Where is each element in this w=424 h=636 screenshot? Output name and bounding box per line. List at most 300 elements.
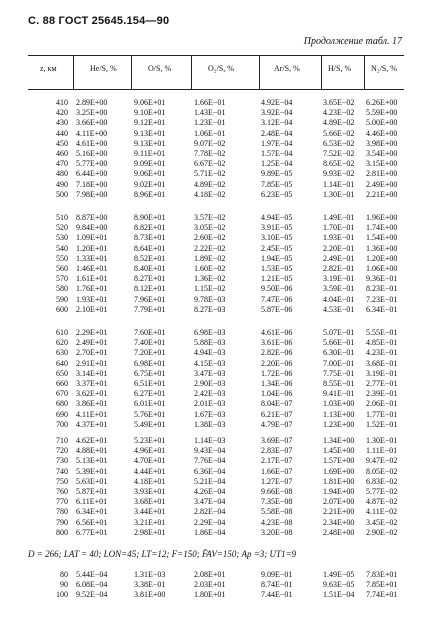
h-cell: 7.00E−01: [323, 358, 355, 368]
ar-cell: 1.27E−07: [261, 476, 293, 486]
ar-cell: 4.23E−08: [261, 517, 293, 527]
n2-cell: 2.90E−02: [366, 527, 398, 537]
h-cell: 7.52E−02: [323, 148, 355, 158]
table-row: [28, 244, 404, 254]
ar-cell: 9.50E−06: [261, 284, 293, 294]
ar-cell: 4.94E−05: [261, 213, 293, 222]
he-cell: 1.09E+01: [76, 233, 108, 243]
ar-cell: 2.82E−06: [261, 348, 293, 358]
o-cell: 3.44E+01: [134, 507, 166, 517]
h-cell: 1.30E−01: [323, 189, 355, 199]
o2-cell: 9.43E−04: [194, 446, 226, 456]
n2-cell: 1.77E−01: [366, 409, 398, 419]
o-cell: 4.96E+01: [134, 446, 166, 456]
o2-cell: 2.60E−02: [194, 233, 226, 243]
he-cell: 3.37E+01: [76, 378, 108, 388]
o2-cell: 9.07E−02: [194, 138, 226, 148]
o-cell: 6.27E+01: [134, 389, 166, 399]
n2-cell: 4.46E+00: [366, 128, 398, 138]
o2-cell: 1.60E−02: [194, 263, 226, 273]
table-row: [28, 180, 404, 190]
altitude-cell: 540: [56, 243, 68, 253]
header-divider: [73, 56, 74, 89]
o-cell: 9.09E+01: [134, 159, 166, 169]
o-cell: 8.64E+01: [134, 243, 166, 253]
h-cell: 1.49E−01: [323, 213, 355, 222]
o-cell: 9.11E+01: [134, 148, 166, 158]
o2-cell: 5.21E−04: [194, 476, 226, 486]
o2-cell: 1.67E−03: [194, 409, 226, 419]
h-cell: 1.49E−05: [323, 570, 355, 579]
ar-cell: 9.89E−05: [261, 169, 293, 179]
altitude-cell: 770: [56, 497, 68, 507]
altitude-cell: 680: [56, 399, 68, 409]
column-header-h: H/S, %: [328, 64, 352, 73]
table-row: [28, 518, 404, 528]
o2-cell: 1.38E−03: [194, 419, 226, 429]
he-cell: 5.87E+01: [76, 486, 108, 496]
table-row: [28, 570, 404, 580]
altitude-cell: 510: [56, 213, 68, 222]
h-cell: 1.94E+00: [323, 486, 355, 496]
he-cell: 2.91E+01: [76, 358, 108, 368]
table-row: [28, 264, 404, 274]
n2-cell: 5.00E+00: [366, 118, 398, 128]
ar-cell: 2.20E−06: [261, 358, 293, 368]
h-cell: 4.04E−01: [323, 294, 355, 304]
header-divider: [131, 56, 132, 89]
h-cell: 1.70E−01: [323, 223, 355, 233]
n2-cell: 1.52E−01: [366, 419, 398, 429]
column-header-o2: O₂/S, %: [208, 64, 234, 73]
altitude-cell: 600: [56, 304, 68, 314]
table-row: [28, 139, 404, 149]
o-cell: 4.18E+01: [134, 476, 166, 486]
h-cell: 1.93E−01: [323, 233, 355, 243]
o2-cell: 2.01E−03: [194, 399, 226, 409]
altitude-cell: 560: [56, 263, 68, 273]
he-cell: 7.18E+00: [76, 179, 108, 189]
ar-cell: 2.17E−07: [261, 456, 293, 466]
ar-cell: 9.66E−08: [261, 486, 293, 496]
h-cell: 2.34E+00: [323, 517, 355, 527]
table-row: [28, 159, 404, 169]
table-row: [28, 190, 404, 200]
altitude-cell: 450: [56, 138, 68, 148]
table-row: [28, 497, 404, 507]
o-cell: 8.96E+01: [134, 189, 166, 199]
o2-cell: 5.71E−02: [194, 169, 226, 179]
o-cell: 8.90E+01: [134, 213, 166, 222]
altitude-cell: 550: [56, 253, 68, 263]
altitude-cell: 700: [56, 419, 68, 429]
n2-cell: 4.85E−01: [366, 338, 398, 348]
altitude-cell: 720: [56, 446, 68, 456]
o-cell: 4.44E+01: [134, 466, 166, 476]
he-cell: 5.77E+00: [76, 159, 108, 169]
ar-cell: 3.20E−08: [261, 527, 293, 537]
table-row: [28, 348, 404, 358]
table-top-rule: [28, 55, 404, 56]
o-cell: 9.12E+01: [134, 118, 166, 128]
o-cell: 3.68E+01: [134, 497, 166, 507]
n2-cell: 6.34E−01: [366, 304, 398, 314]
n2-cell: 2.49E+00: [366, 179, 398, 189]
table-row: [28, 446, 404, 456]
table-group-bottom: [28, 570, 404, 601]
h-cell: 1.81E+00: [323, 476, 355, 486]
h-cell: 3.19E−01: [323, 274, 355, 284]
altitude-cell: 80: [60, 570, 68, 579]
o-cell: 8.27E+01: [134, 274, 166, 284]
o-cell: 9.06E+01: [134, 169, 166, 179]
he-cell: 4.11E+00: [76, 128, 108, 138]
ar-cell: 2.48E−04: [261, 128, 293, 138]
h-cell: 4.89E−02: [323, 118, 355, 128]
he-cell: 8.87E+00: [76, 213, 108, 222]
o-cell: 3.81E+00: [134, 590, 166, 600]
ar-cell: 1.25E−04: [261, 159, 293, 169]
ar-cell: 1.53E−05: [261, 263, 293, 273]
o2-cell: 5.88E−03: [194, 338, 226, 348]
h-cell: 1.45E+00: [323, 446, 355, 456]
he-cell: 6.56E+01: [76, 517, 108, 527]
he-cell: 3.14E+01: [76, 368, 108, 378]
o-cell: 8.52E+01: [134, 253, 166, 263]
table-header-rule: [28, 89, 404, 90]
table-row: [28, 118, 404, 128]
o-cell: 6.51E+01: [134, 378, 166, 388]
o2-cell: 3.57E−02: [194, 213, 226, 222]
altitude-cell: 570: [56, 274, 68, 284]
ar-cell: 1.34E−06: [261, 378, 293, 388]
o2-cell: 2.03E+01: [194, 580, 226, 590]
he-cell: 1.93E+01: [76, 294, 108, 304]
h-cell: 2.49E−01: [323, 253, 355, 263]
h-cell: 2.21E+00: [323, 507, 355, 517]
header-divider: [364, 56, 365, 89]
o-cell: 7.40E+01: [134, 338, 166, 348]
h-cell: 9.41E−01: [323, 389, 355, 399]
he-cell: 9.52E−04: [76, 590, 108, 600]
table-row: [28, 420, 404, 430]
h-cell: 9.93E−02: [323, 169, 355, 179]
table-group: [28, 98, 404, 200]
altitude-cell: 580: [56, 284, 68, 294]
he-cell: 3.86E+01: [76, 399, 108, 409]
table-row: [28, 379, 404, 389]
he-cell: 4.37E+01: [76, 419, 108, 429]
h-cell: 8.55E−01: [323, 378, 355, 388]
h-cell: 2.20E−01: [323, 243, 355, 253]
altitude-cell: 670: [56, 389, 68, 399]
o2-cell: 8.27E−03: [194, 304, 226, 314]
o-cell: 7.96E+01: [134, 294, 166, 304]
h-cell: 7.75E−01: [323, 368, 355, 378]
ar-cell: 3.69E−07: [261, 436, 293, 445]
table-group: [28, 328, 404, 430]
column-header-he: He/S, %: [90, 64, 117, 73]
h-cell: 6.53E−02: [323, 138, 355, 148]
o-cell: 9.13E+01: [134, 138, 166, 148]
h-cell: 1.03E+00: [323, 399, 355, 409]
altitude-cell: 420: [56, 108, 68, 118]
n2-cell: 1.11E−01: [366, 446, 398, 456]
n2-cell: 1.96E+00: [366, 213, 398, 222]
table-group: [28, 436, 404, 538]
n2-cell: 2.77E−01: [366, 378, 398, 388]
ar-cell: 2.45E−05: [261, 243, 293, 253]
ar-cell: 1.21E−05: [261, 274, 293, 284]
n2-cell: 1.20E+00: [366, 253, 398, 263]
he-cell: 5.39E+01: [76, 466, 108, 476]
o2-cell: 4.94E−03: [194, 348, 226, 358]
he-cell: 2.89E+00: [76, 98, 108, 107]
ar-cell: 6.23E−05: [261, 189, 293, 199]
h-cell: 1.13E+00: [323, 409, 355, 419]
ar-cell: 3.10E−05: [261, 233, 293, 243]
he-cell: 3.62E+01: [76, 389, 108, 399]
altitude-cell: 640: [56, 358, 68, 368]
he-cell: 5.63E+01: [76, 476, 108, 486]
he-cell: 4.11E+01: [76, 409, 108, 419]
o2-cell: 7.78E−02: [194, 148, 226, 158]
he-cell: 1.76E+01: [76, 284, 108, 294]
ar-cell: 7.35E−08: [261, 497, 293, 507]
altitude-cell: 100: [56, 590, 68, 600]
ar-cell: 8.74E−01: [261, 580, 293, 590]
altitude-cell: 660: [56, 378, 68, 388]
n2-cell: 4.11E−02: [366, 507, 398, 517]
table-row: [28, 528, 404, 538]
he-cell: 6.08E−04: [76, 580, 108, 590]
ar-cell: 4.61E−06: [261, 328, 293, 337]
n2-cell: 5.55E−01: [366, 328, 398, 337]
o2-cell: 1.14E−03: [194, 436, 226, 445]
o-cell: 8.40E+01: [134, 263, 166, 273]
altitude-cell: 520: [56, 223, 68, 233]
table-row: [28, 590, 404, 600]
n2-cell: 2.21E+00: [366, 189, 398, 199]
o-cell: 8.12E+01: [134, 284, 166, 294]
ar-cell: 1.72E−06: [261, 368, 293, 378]
h-cell: 9.63E−05: [323, 580, 355, 590]
table-row: [28, 274, 404, 284]
table-row: [28, 410, 404, 420]
n2-cell: 1.36E+00: [366, 243, 398, 253]
altitude-cell: 590: [56, 294, 68, 304]
n2-cell: 3.54E+00: [366, 148, 398, 158]
o2-cell: 1.89E−02: [194, 253, 226, 263]
he-cell: 1.20E+01: [76, 243, 108, 253]
o2-cell: 1.15E−02: [194, 284, 226, 294]
altitude-cell: 490: [56, 179, 68, 189]
o2-cell: 2.29E−04: [194, 517, 226, 527]
o-cell: 7.20E+01: [134, 348, 166, 358]
n2-cell: 9.36E−01: [366, 274, 398, 284]
altitude-cell: 440: [56, 128, 68, 138]
n2-cell: 3.45E−02: [366, 517, 398, 527]
he-cell: 3.25E+00: [76, 108, 108, 118]
h-cell: 4.53E−01: [323, 304, 355, 314]
n2-cell: 2.81E+00: [366, 169, 398, 179]
n2-cell: 1.74E+00: [366, 223, 398, 233]
n2-cell: 1.54E+00: [366, 233, 398, 243]
ar-cell: 2.83E−07: [261, 446, 293, 456]
page-header: С. 88 ГОСТ 25645.154—90: [28, 15, 170, 27]
n2-cell: 3.98E+00: [366, 138, 398, 148]
o2-cell: 4.26E−04: [194, 486, 226, 496]
ar-cell: 5.58E−08: [261, 507, 293, 517]
altitude-cell: 760: [56, 486, 68, 496]
ar-cell: 7.85E−05: [261, 179, 293, 189]
o2-cell: 2.22E−02: [194, 243, 226, 253]
header-divider: [259, 56, 260, 89]
table-row: [28, 223, 404, 233]
o2-cell: 6.67E−02: [194, 159, 226, 169]
n2-cell: 7.83E+01: [366, 570, 398, 579]
altitude-cell: 710: [56, 436, 68, 445]
table-row: [28, 338, 404, 348]
n2-cell: 1.30E−01: [366, 436, 398, 445]
o-cell: 5.23E+01: [134, 436, 166, 445]
altitude-cell: 790: [56, 517, 68, 527]
altitude-cell: 650: [56, 368, 68, 378]
n2-cell: 5.59E+00: [366, 108, 398, 118]
o2-cell: 4.18E−02: [194, 189, 226, 199]
n2-cell: 1.06E+00: [366, 263, 398, 273]
o2-cell: 2.08E+01: [194, 570, 226, 579]
altitude-cell: 620: [56, 338, 68, 348]
o2-cell: 4.89E−02: [194, 179, 226, 189]
n2-cell: 2.39E−01: [366, 389, 398, 399]
table-row: [28, 328, 404, 338]
table-row: [28, 108, 404, 118]
altitude-cell: 730: [56, 456, 68, 466]
o-cell: 9.06E+01: [134, 98, 166, 107]
ar-cell: 3.91E−05: [261, 223, 293, 233]
altitude-cell: 410: [56, 98, 68, 107]
ar-cell: 7.47E−06: [261, 294, 293, 304]
o2-cell: 6.98E−03: [194, 328, 226, 337]
o2-cell: 3.05E−02: [194, 223, 226, 233]
ar-cell: 9.09E−01: [261, 570, 293, 579]
he-cell: 6.44E+00: [76, 169, 108, 179]
o2-cell: 2.42E−03: [194, 389, 226, 399]
table-row: [28, 129, 404, 139]
altitude-cell: 530: [56, 233, 68, 243]
altitude-cell: 500: [56, 189, 68, 199]
he-cell: 6.34E+01: [76, 507, 108, 517]
n2-cell: 5.77E−02: [366, 486, 398, 496]
ar-cell: 8.04E−07: [261, 399, 293, 409]
h-cell: 4.23E−02: [323, 108, 355, 118]
h-cell: 1.51E−04: [323, 590, 355, 600]
table-row: [28, 389, 404, 399]
table-row: [28, 467, 404, 477]
altitude-cell: 90: [60, 580, 68, 590]
he-cell: 1.33E+01: [76, 253, 108, 263]
altitude-cell: 610: [56, 328, 68, 337]
h-cell: 2.82E−01: [323, 263, 355, 273]
column-header-n2: N₂/S, %: [371, 64, 397, 73]
table-row: [28, 284, 404, 294]
he-cell: 2.70E+01: [76, 348, 108, 358]
o2-cell: 1.23E−01: [194, 118, 226, 128]
he-cell: 3.66E+00: [76, 118, 108, 128]
ar-cell: 1.97E−04: [261, 138, 293, 148]
h-cell: 6.30E−01: [323, 348, 355, 358]
altitude-cell: 740: [56, 466, 68, 476]
n2-cell: 7.23E−01: [366, 294, 398, 304]
he-cell: 7.98E+00: [76, 189, 108, 199]
column-header-ar: Ar/S, %: [274, 64, 300, 73]
altitude-cell: 480: [56, 169, 68, 179]
o2-cell: 6.36E−04: [194, 466, 226, 476]
column-header-o: O/S, %: [148, 64, 172, 73]
o2-cell: 2.82E−04: [194, 507, 226, 517]
table-row: [28, 254, 404, 264]
altitude-cell: 800: [56, 527, 68, 537]
n2-cell: 4.23E−01: [366, 348, 398, 358]
he-cell: 4.88E+01: [76, 446, 108, 456]
ar-cell: 1.57E−04: [261, 148, 293, 158]
table-row: [28, 369, 404, 379]
o-cell: 3.21E+01: [134, 517, 166, 527]
n2-cell: 8.23E−01: [366, 284, 398, 294]
o-cell: 8.82E+01: [134, 223, 166, 233]
altitude-cell: 690: [56, 409, 68, 419]
n2-cell: 3.19E−01: [366, 368, 398, 378]
altitude-cell: 780: [56, 507, 68, 517]
n2-cell: 9.47E−02: [366, 456, 398, 466]
h-cell: 2.48E+00: [323, 527, 355, 537]
o2-cell: 1.86E−04: [194, 527, 226, 537]
table-row: [28, 295, 404, 305]
o-cell: 1.31E−03: [134, 570, 166, 579]
he-cell: 1.46E+01: [76, 263, 108, 273]
table-row: [28, 456, 404, 466]
he-cell: 2.49E+01: [76, 338, 108, 348]
o-cell: 8.73E+01: [134, 233, 166, 243]
he-cell: 5.16E+00: [76, 148, 108, 158]
ar-cell: 3.61E−06: [261, 338, 293, 348]
o-cell: 5.49E+01: [134, 419, 166, 429]
o2-cell: 2.90E−03: [194, 378, 226, 388]
o-cell: 2.98E+01: [134, 527, 166, 537]
table-row: [28, 487, 404, 497]
n2-cell: 3.68E−01: [366, 358, 398, 368]
altitude-cell: 470: [56, 159, 68, 169]
o-cell: 3.38E−01: [134, 580, 166, 590]
altitude-cell: 630: [56, 348, 68, 358]
o-cell: 7.60E+01: [134, 328, 166, 337]
n2-cell: 7.85E+01: [366, 580, 398, 590]
h-cell: 8.65E−02: [323, 159, 355, 169]
table-row: [28, 98, 404, 108]
o-cell: 7.79E+01: [134, 304, 166, 314]
h-cell: 3.59E−01: [323, 284, 355, 294]
he-cell: 5.13E+01: [76, 456, 108, 466]
n2-cell: 4.87E−02: [366, 497, 398, 507]
o-cell: 9.13E+01: [134, 128, 166, 138]
o-cell: 3.93E+01: [134, 486, 166, 496]
n2-cell: 8.05E−02: [366, 466, 398, 476]
o2-cell: 1.80E+01: [194, 590, 226, 600]
table-row: [28, 359, 404, 369]
o2-cell: 1.36E−02: [194, 274, 226, 284]
o-cell: 4.70E+01: [134, 456, 166, 466]
